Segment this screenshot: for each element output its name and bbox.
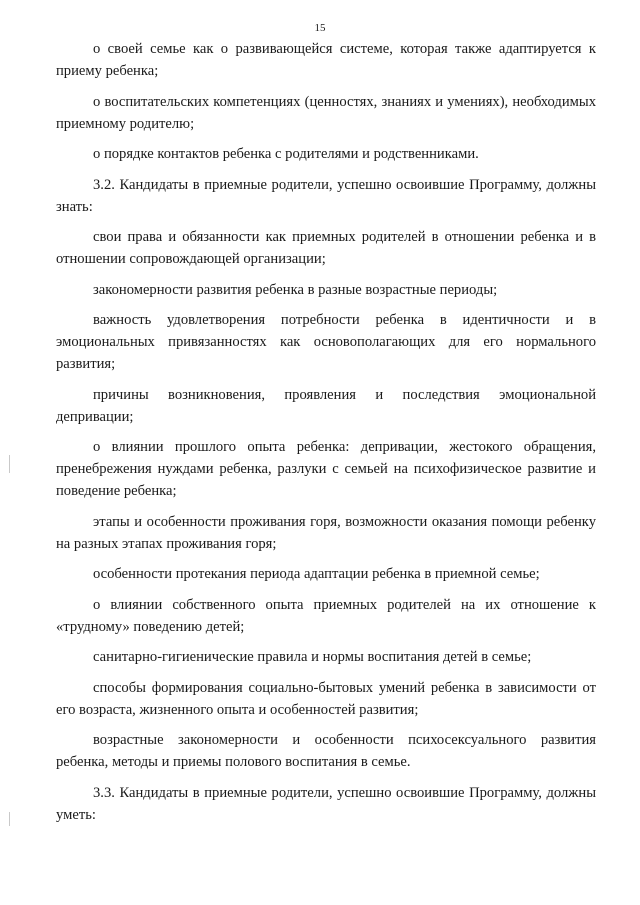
paragraph: о воспитательских компетенциях (ценностях, знаниях и умениях), необходимых приемному родителю; bbox=[56, 93, 596, 132]
paragraph: закономерности развития ребенка в разные возрастные периоды; bbox=[93, 281, 498, 298]
paragraph: о влиянии собственного опыта приемных родителей на их отношение к «трудному» поведению детей; bbox=[56, 596, 596, 635]
scan-margin-mark bbox=[9, 812, 10, 826]
page-number: 15 bbox=[314, 22, 326, 34]
paragraph: особенности протекания периода адаптации ребенка в приемной семье; bbox=[93, 566, 540, 582]
paragraph: о порядке контактов ребенка с родителями и родственниками. bbox=[93, 146, 479, 162]
paragraph: о своей семье как о развивающейся системе, которая также адаптируется к приему ребенка; bbox=[56, 41, 596, 79]
paragraph: свои права и обязанности как приемных родителей в отношении ребенка и в отношении сопровождающей организации; bbox=[56, 229, 596, 267]
paragraph: возрастные закономерности и особенности психосексуального развития ребенка, методы и приемы полового воспитания в семье. bbox=[56, 732, 596, 770]
paragraph: способы формирования социально-бытовых умений ребенка в зависимости от его возраста, жизненного опыта и особенностей развития; bbox=[56, 679, 596, 718]
document-body bbox=[56, 38, 596, 834]
paragraph: важность удовлетворения потребности ребенка в идентичности и в эмоциональных привязанностях как основополагающих для его нормального развития; bbox=[56, 312, 596, 372]
paragraph: этапы и особенности проживания горя, возможности оказания помощи ребенку на разных этапах проживания горя; bbox=[56, 513, 596, 552]
paragraph: санитарно-гигиенические правила и нормы воспитания детей в семье; bbox=[93, 649, 532, 665]
scan-margin-mark bbox=[9, 455, 10, 473]
paragraph: причины возникновения, проявления и последствия эмоциональной депривации; bbox=[56, 386, 596, 425]
section-heading-3-3: 3.3. Кандидаты в приемные родители, успешно освоившие Программу, должны уметь: bbox=[56, 784, 596, 823]
paragraph: о влиянии прошлого опыта ребенка: депривации, жестокого обращения, пренебрежения нуждами ребенка, разлуки с семьей на психофизическое развитие и поведение ребенка; bbox=[56, 439, 596, 499]
section-heading-3-2: 3.2. Кандидаты в приемные родители, успешно освоившие Программу, должны знать: bbox=[56, 176, 596, 215]
